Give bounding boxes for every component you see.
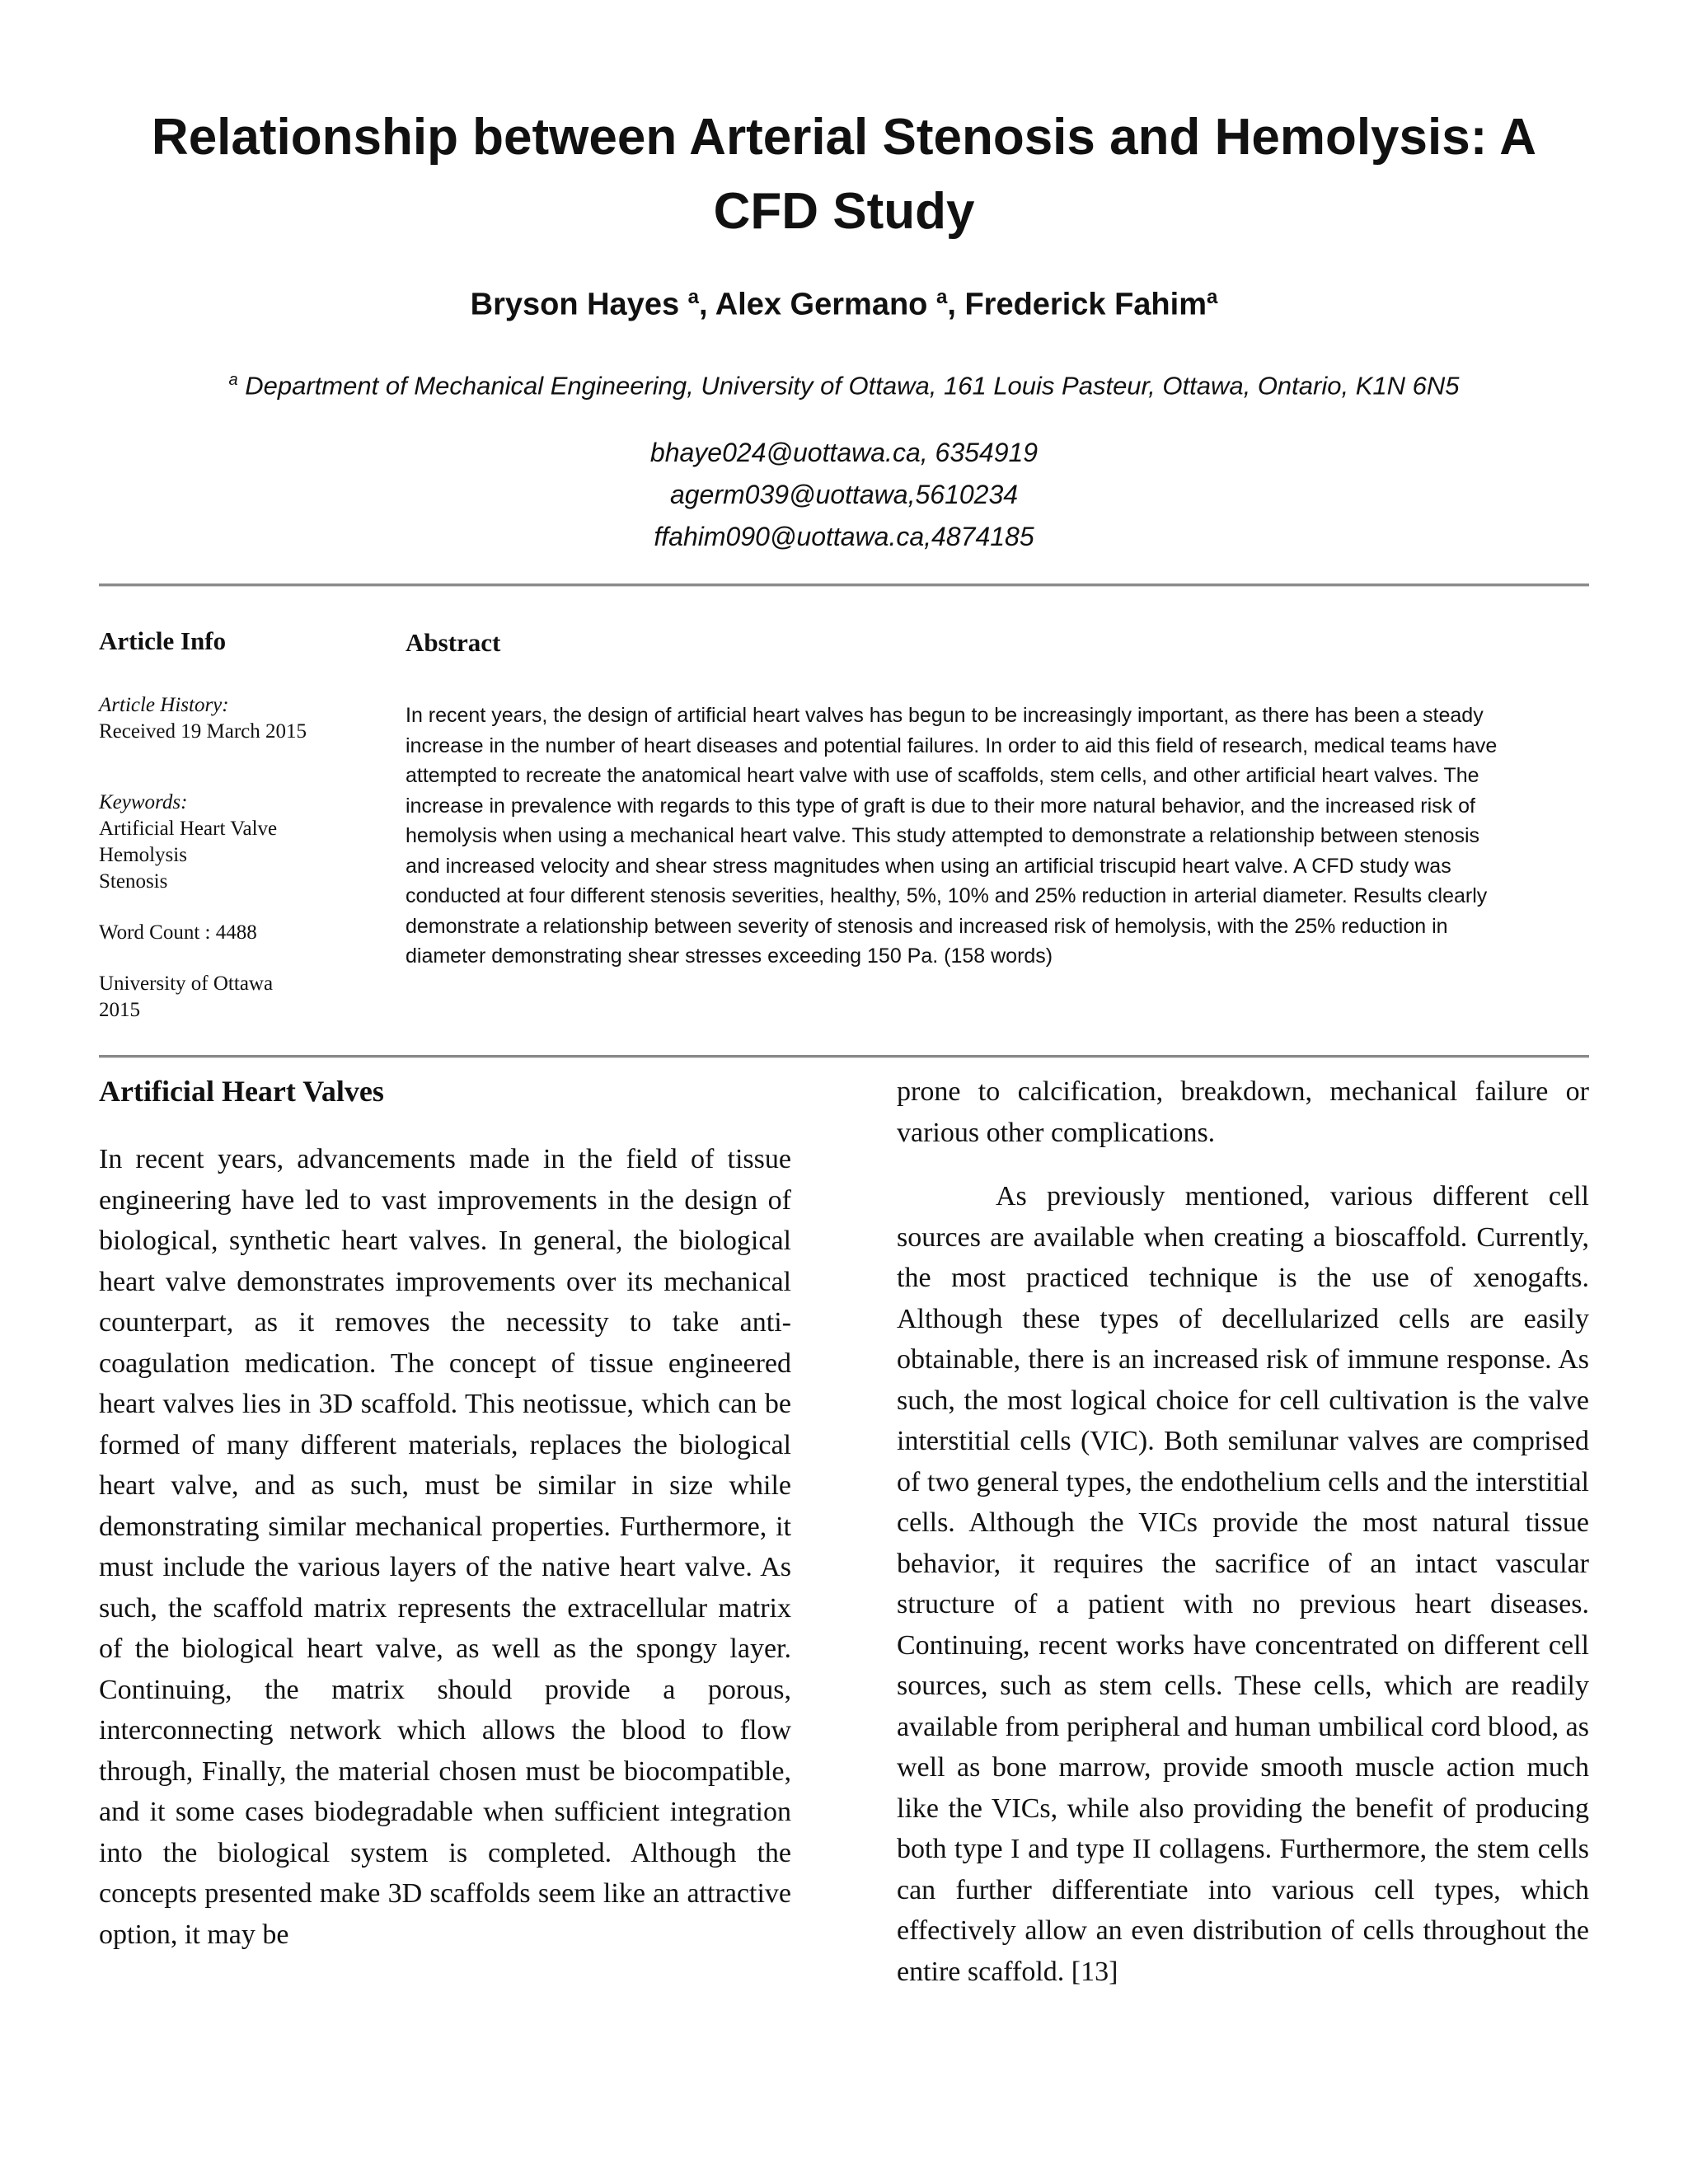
publication-year: 2015 bbox=[99, 999, 140, 1021]
author-name: Bryson Hayes bbox=[470, 287, 680, 322]
email-line: ffahim090@uottawa.ca,4874185 bbox=[654, 522, 1034, 551]
paper-title: Relationship between Arterial Stenosis and Hemolysis: A CFD Study bbox=[151, 109, 1537, 240]
section-heading: Artificial Heart Valves bbox=[99, 1075, 384, 1108]
body-column-left bbox=[99, 1071, 791, 1955]
author-list bbox=[99, 277, 1589, 326]
institution-name: University of Ottawa bbox=[99, 972, 274, 995]
affiliation bbox=[49, 363, 1639, 403]
abstract-divider bbox=[99, 1055, 1589, 1058]
institution-block bbox=[99, 971, 396, 1024]
author-name: Frederick Fahim bbox=[964, 287, 1207, 322]
body-column-right bbox=[897, 1071, 1589, 1992]
keywords-label: Keywords: bbox=[99, 791, 188, 813]
keyword: Hemolysis bbox=[99, 844, 187, 866]
keyword: Stenosis bbox=[99, 870, 168, 893]
abstract-section bbox=[406, 628, 1589, 972]
body-paragraph: In recent years, advancements made in the field of tissue engineering have led to vast improvements in the design of biological, synthetic heart valves. In general, the biological heart valve demonstrates improvements over its mechanical counterpart, as it removes the necessity to take anti-coagulation medication. The concept of tissue engineered heart valves lies in 3D scaffold. This neotissue, which can be formed of many different materials, replaces the biological heart valve, and as such, must be similar in size while demonstrating similar mechanical properties. Furthermore, it must include the various layers of the native heart valve. As such, the scaffold matrix represents the extracellular matrix of the biological heart valve, as well as the spongy layer. Continuing, the matrix should provide a porous, interconnecting network which allows the blood to flow through, Finally, the material chosen must be biocompatible, and it some cases biodegradable when sufficient integration into the biological system is completed. Although the concepts presented make 3D scaffolds seem like an attractive option, it may be bbox=[99, 1144, 791, 1950]
header-divider bbox=[99, 583, 1589, 587]
article-history bbox=[99, 692, 396, 745]
body-paragraph: prone to calcification, breakdown, mechanical failure or various other complications. bbox=[897, 1076, 1589, 1148]
author-separator: , bbox=[699, 287, 715, 322]
received-date: Received 19 March 2015 bbox=[99, 720, 307, 743]
contact-emails bbox=[99, 432, 1589, 558]
article-history-label: Article History: bbox=[99, 694, 229, 716]
abstract-heading: Abstract bbox=[406, 628, 501, 657]
author-affiliation-mark: a bbox=[687, 286, 700, 308]
affiliation-text: Department of Mechanical Engineering, University of Ottawa, 161 Louis Pasteur, Ottawa, Ontario, K1N 6N5 bbox=[245, 371, 1460, 401]
article-info-heading: Article Info bbox=[99, 626, 227, 655]
keyword: Artificial Heart Valve bbox=[99, 818, 278, 840]
author-affiliation-mark: a bbox=[1207, 286, 1218, 308]
author-separator: , bbox=[947, 287, 965, 322]
word-count: Word Count : 4488 bbox=[99, 921, 257, 944]
body-paragraph: As previously mentioned, various different cell sources are available when creating a bioscaffold. Currently, the most practiced technique is the use of xenogafts. Although these types of decellularized cells are easily obtainable, there is an increased risk of immune response. As such, the most logical choice for cell cultivation is the valve interstitial cells (VIC). Both semilunar valves are comprised of two general types, the endothelium cells and the interstitial cells. Although the VICs provide the most natural tissue behavior, it requires the sacrifice of an intact vascular structure of a patient with no previous heart diseases. Continuing, recent works have concentrated on different cell sources, such as stem cells. These cells, which are readily available from peripheral and human umbilical cord blood, as well as bone marrow, provide smooth muscle action much like the VICs, while also providing the benefit of producing both type I and type II collagens. Furthermore, the stem cells can further differentiate into various cell types, which effectively allow an even distribution of cells throughout the entire scaffold. [13] bbox=[897, 1181, 1589, 1987]
email-line: bhaye024@uottawa.ca, 6354919 bbox=[649, 438, 1039, 467]
author-affiliation-mark: a bbox=[935, 286, 948, 308]
author-name: Alex Germano bbox=[715, 287, 928, 322]
email-line: agerm039@uottawa,5610234 bbox=[669, 480, 1019, 509]
keywords-block bbox=[99, 790, 396, 895]
affiliation-mark: a bbox=[228, 371, 238, 389]
article-info-panel bbox=[99, 628, 396, 1024]
abstract-text: In recent years, the design of artificial heart valves has begun to be increasingly important, as there has been a steady increase in the number of heart diseases and potential failures. In order to aid this field of research, medical teams have attempted to recreate the anatomical heart valve with use of scaffolds, stem cells, and other artificial heart valves. The increase in prevalence with regards to this type of graft is due to their more natural behavior, and the increased risk of hemolysis when using a mechanical heart valve. This study attempted to demonstrate a relationship between stenosis and increased velocity and shear stress magnitudes when using an artificial triscupid heart valve. A CFD study was conducted at four different stenosis severities, healthy, 5%, 10% and 25% reduction in arterial diameter. Results clearly demonstrate a relationship between severity of stenosis and increased risk of hemolysis, with the 25% reduction in diameter demonstrating shear stresses exceeding 150 Pa. (158 words) bbox=[406, 704, 1498, 968]
